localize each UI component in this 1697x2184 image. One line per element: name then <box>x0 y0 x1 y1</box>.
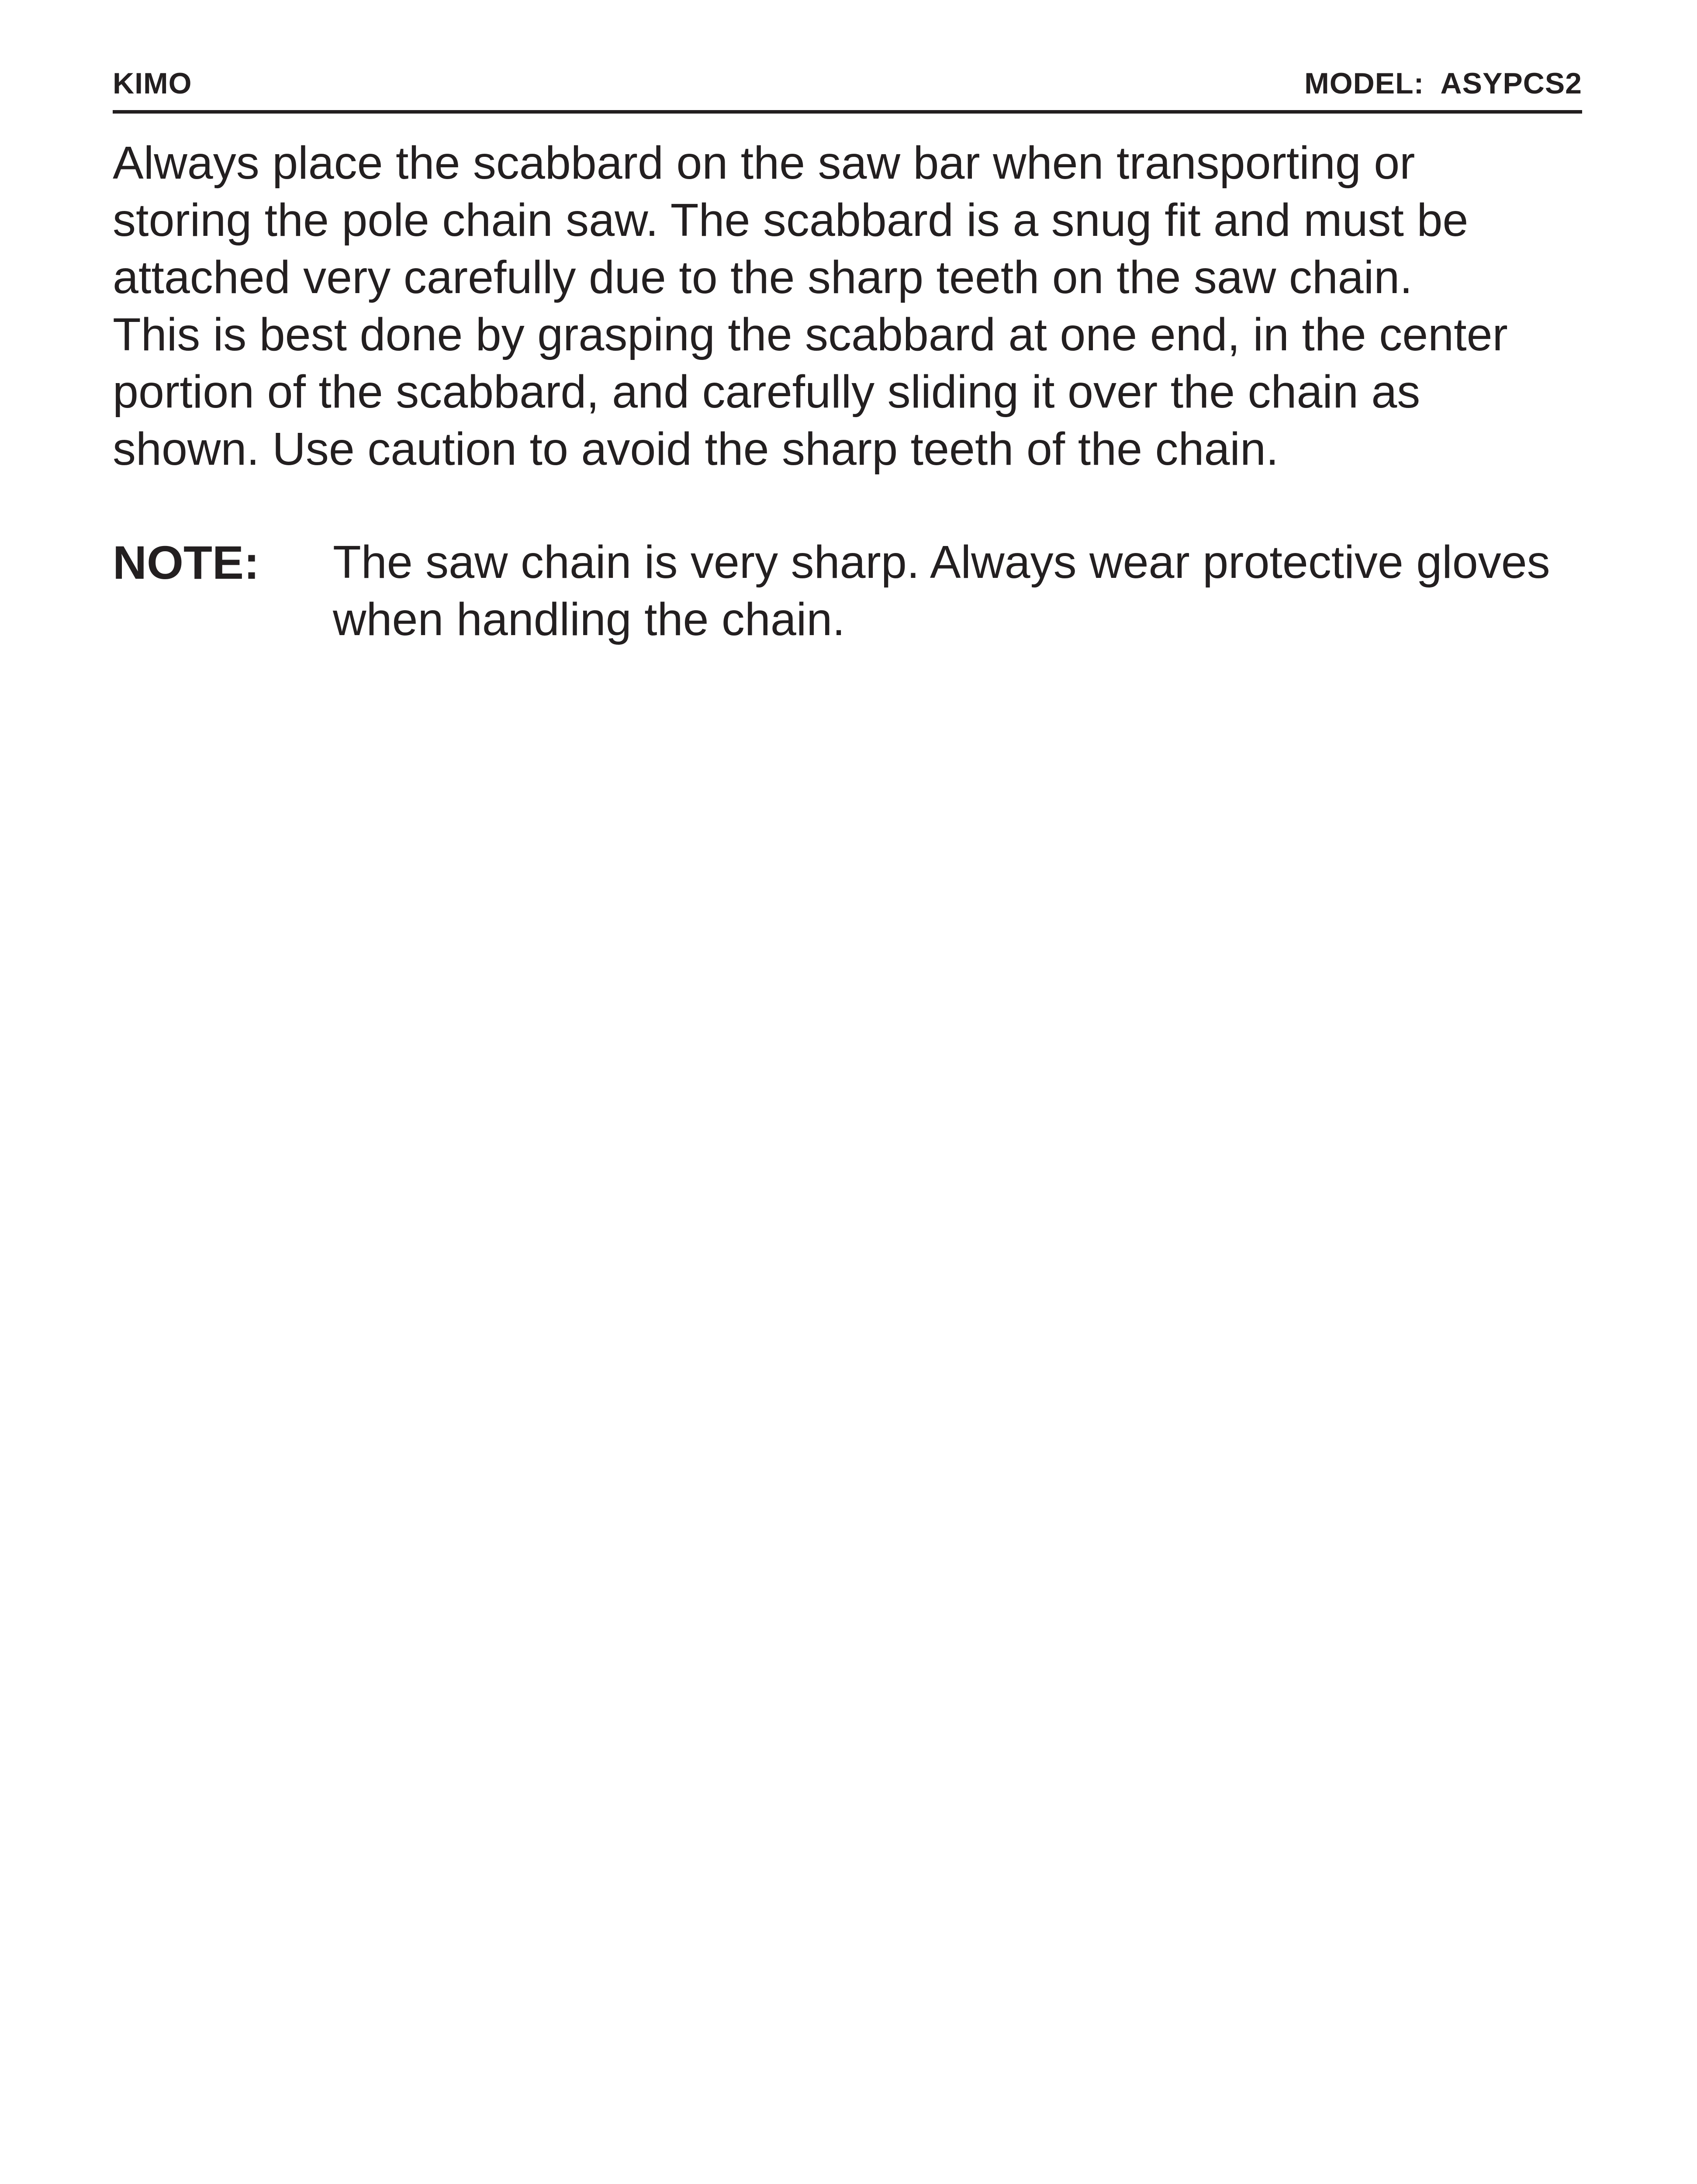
body-line: shown. Use caution to avoid the sharp teeth of the chain. <box>113 423 1279 475</box>
body-line: This is best done by grasping the scabbard at one end, in the center <box>113 309 1508 360</box>
note-label: NOTE: <box>113 536 259 589</box>
note-line: The saw chain is very sharp. Always wear protective gloves <box>333 536 1550 588</box>
header-brand: KIMO <box>113 67 192 100</box>
body-line: storing the pole chain saw. The scabbard is a snug fit and must be <box>113 194 1469 246</box>
body-line: attached very carefully due to the sharp teeth on the saw chain. <box>113 252 1413 303</box>
header-model: MODEL: ASYPCS2 <box>1304 67 1582 100</box>
body-paragraph <box>113 135 1589 478</box>
note-line: when handling the chain. <box>333 594 845 645</box>
body-line: Always place the scabbard on the saw bar when transporting or <box>113 137 1415 189</box>
page-header <box>113 61 1582 114</box>
note-text <box>333 534 1591 648</box>
body-line: portion of the scabbard, and carefully sliding it over the chain as <box>113 366 1421 418</box>
